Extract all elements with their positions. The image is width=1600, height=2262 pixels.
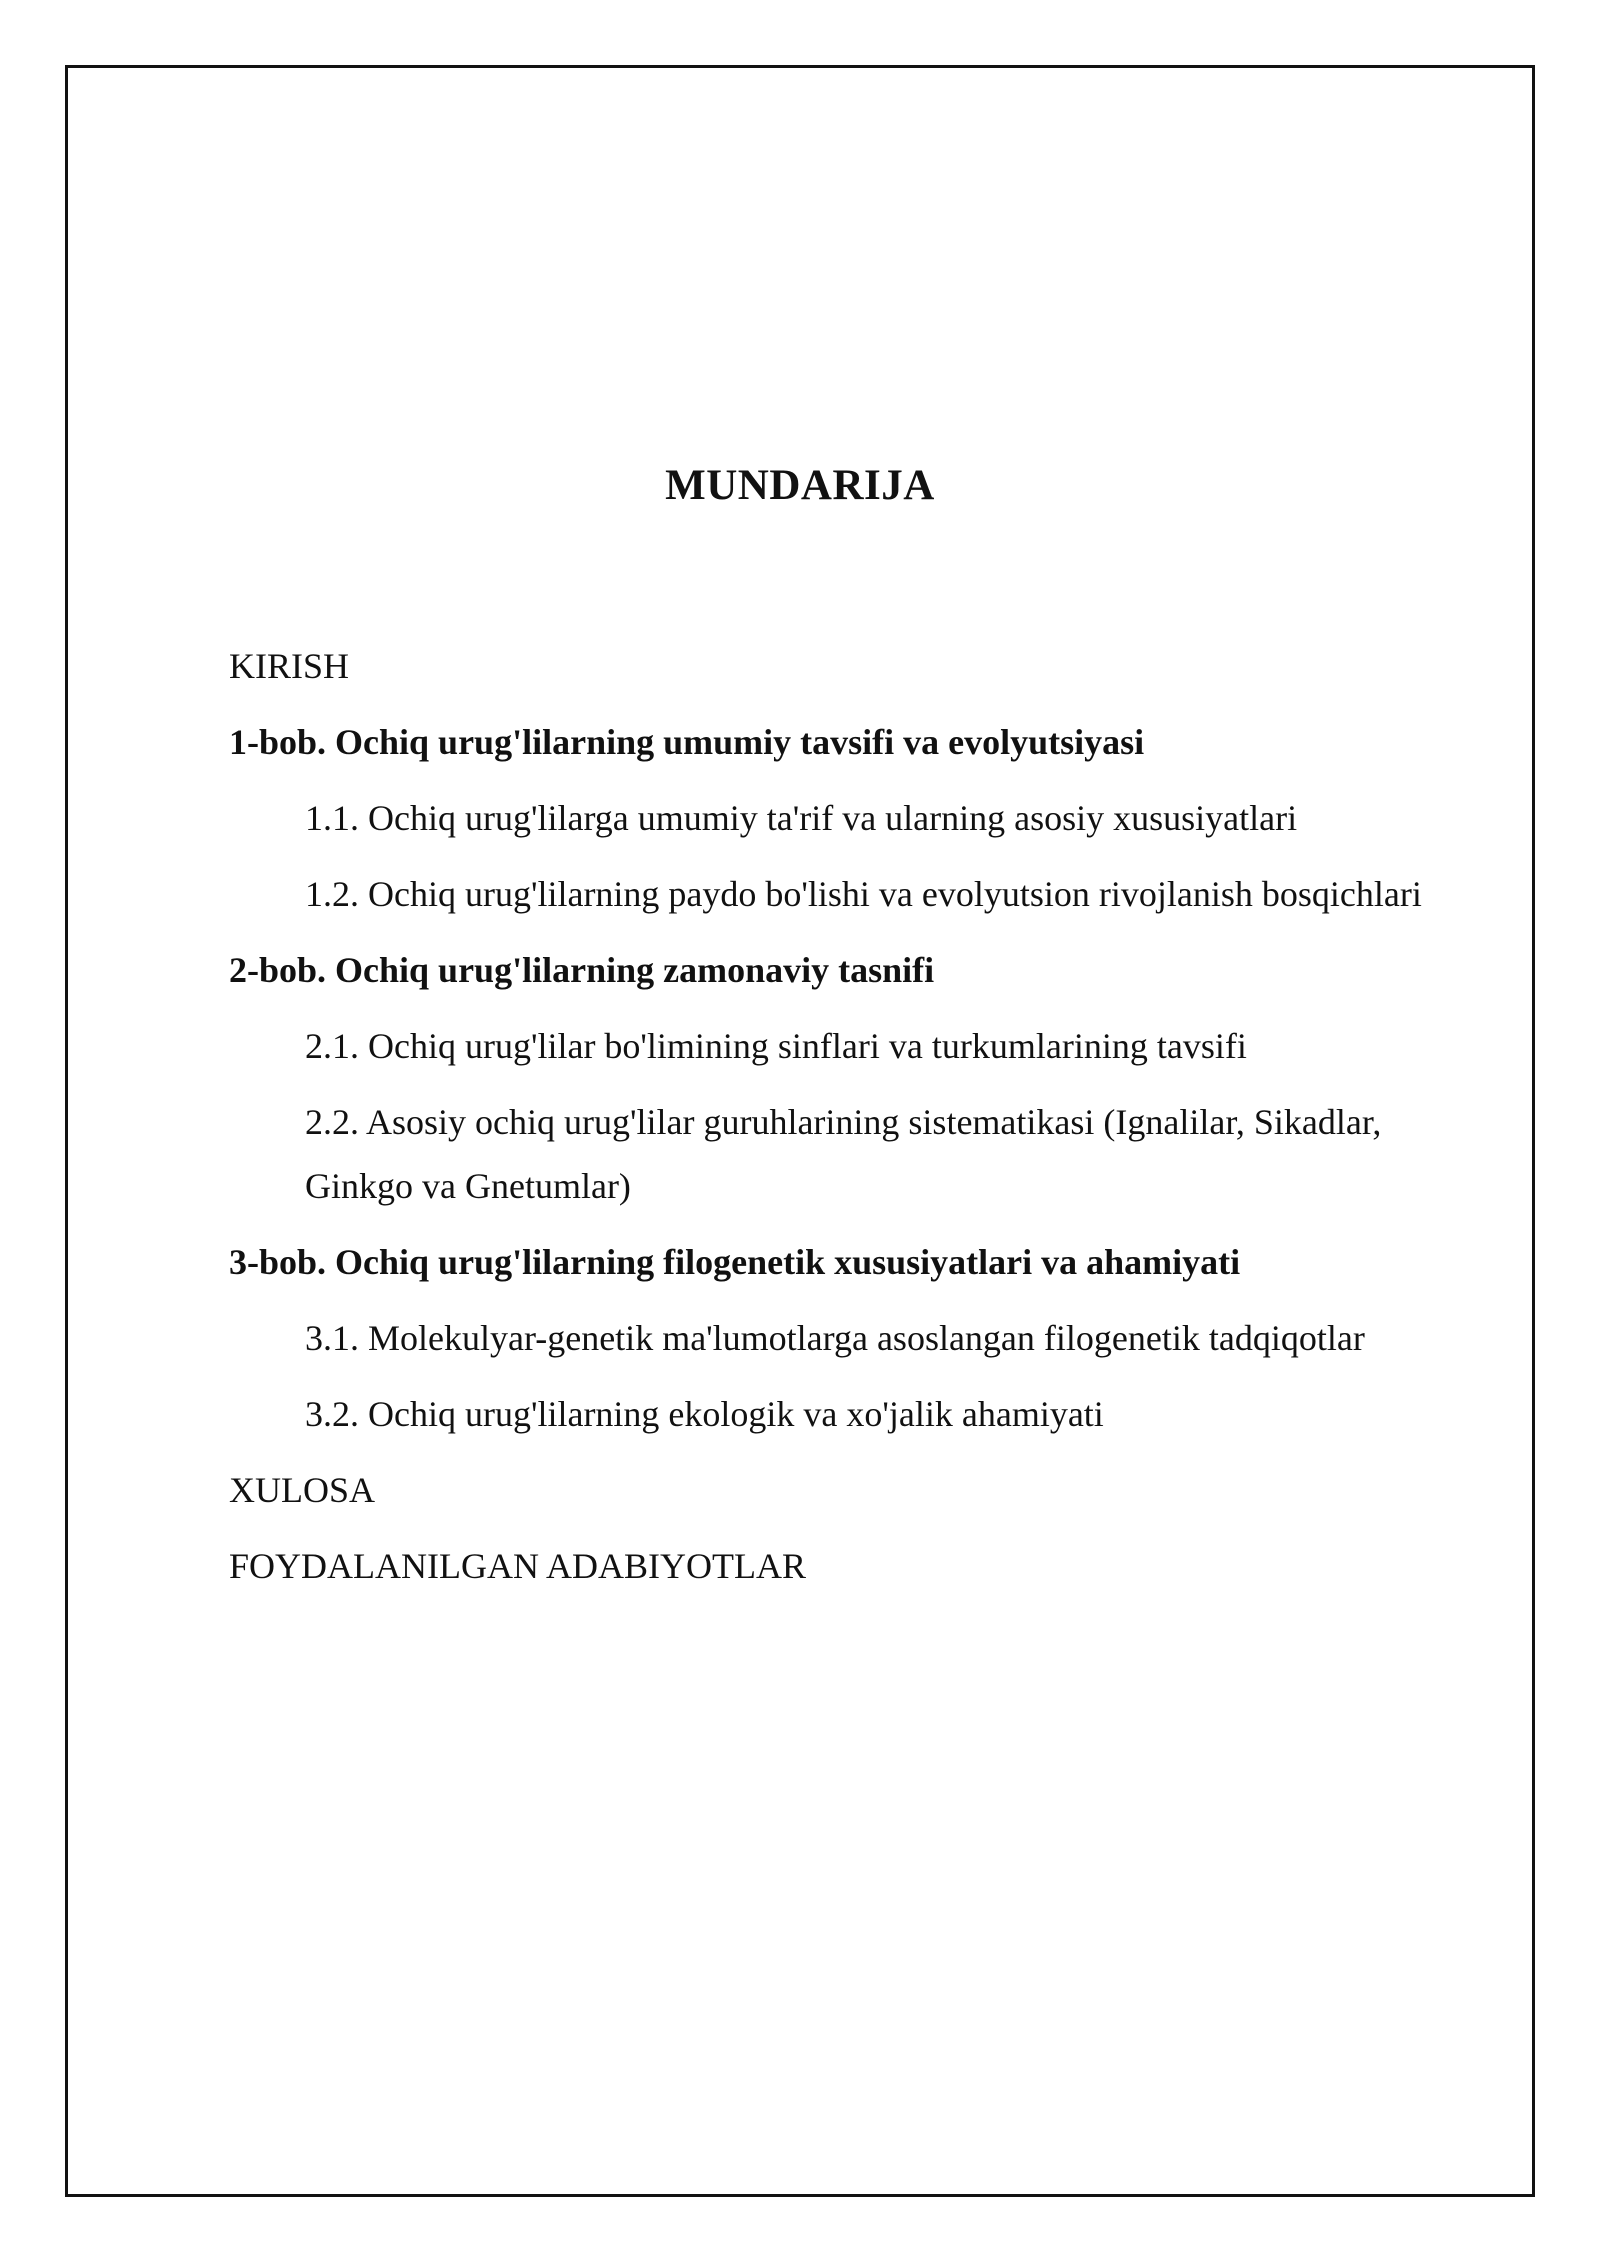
page-title: MUNDARIJA [665, 462, 935, 509]
toc-section-2-1: 2.1. Ochiq urug'lilar bo'limining sinflari va turkumlarining tavsifi [305, 1026, 1247, 1066]
toc-section-2-2-continued: Ginkgo va Gnetumlar) [305, 1166, 631, 1206]
toc-section-1-2: 1.2. Ochiq urug'lilarning paydo bo'lishi va evolyutsion rivojlanish bosqichlari [305, 874, 1422, 914]
toc-chapter-3: 3-bob. Ochiq urug'lilarning filogenetik xususiyatlari va ahamiyati [229, 1242, 1241, 1282]
toc-item-references: FOYDALANILGAN ADABIYOTLAR [229, 1546, 806, 1586]
toc-chapter-2: 2-bob. Ochiq urug'lilarning zamonaviy tasnifi [229, 950, 935, 990]
toc-section-3-1: 3.1. Molekulyar-genetik ma'lumotlarga asoslangan filogenetik tadqiqotlar [305, 1318, 1365, 1358]
toc-section-3-2: 3.2. Ochiq urug'lilarning ekologik va xo'jalik ahamiyati [305, 1394, 1104, 1434]
toc-section-1-1: 1.1. Ochiq urug'lilarga umumiy ta'rif va ularning asosiy xususiyatlari [305, 798, 1298, 838]
toc-chapter-1: 1-bob. Ochiq urug'lilarning umumiy tavsifi va evolyutsiyasi [229, 722, 1145, 762]
toc-item-conclusion: XULOSA [229, 1470, 376, 1510]
toc-section-2-2: 2.2. Asosiy ochiq urug'lilar guruhlarining sistematikasi (Ignalilar, Sikadlar, [305, 1102, 1382, 1142]
toc-item-introduction: KIRISH [229, 646, 350, 686]
